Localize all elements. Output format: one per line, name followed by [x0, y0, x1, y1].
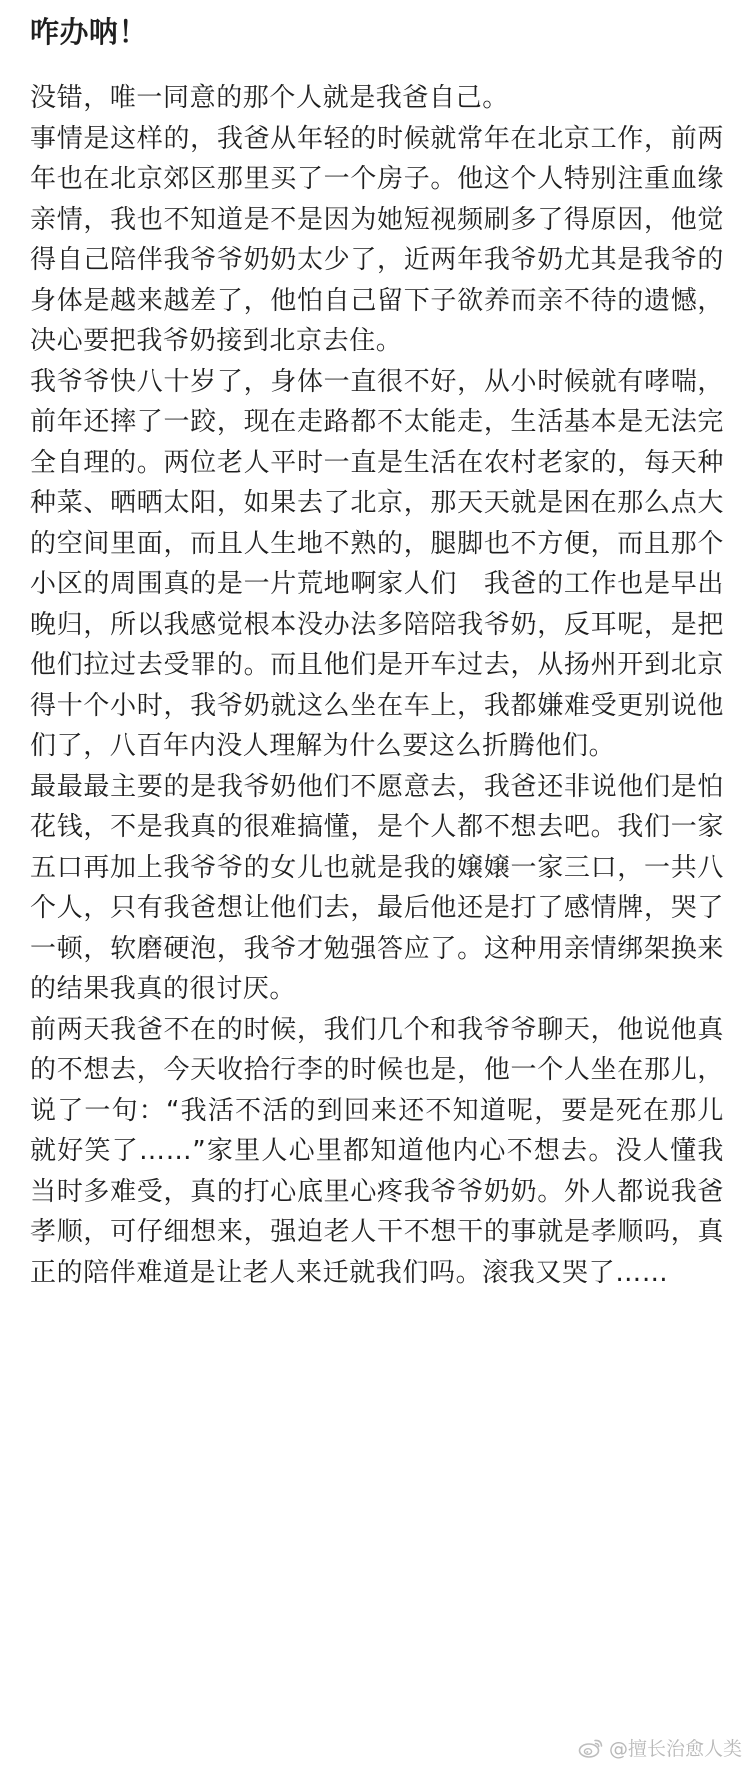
watermark-text: @擅长治愈人类 — [608, 1738, 742, 1760]
watermark — [578, 1734, 742, 1761]
paragraph-2: 事情是这样的，我爸从年轻的时候就常年在北京工作，前两年也在北京郊区那里买了一个房子。他这个人特别注重血缘亲情，我也不知道是不是因为她短视频刷多了得原因，他觉得自己陪伴我爷爷奶奶太少了，近两年我爷奶尤其是我爷的身体是越来越差了，他怕自己留下子欲养而亲不待的遗憾，决心要把我爷奶接到北京去住。 — [30, 123, 724, 356]
weibo-logo-icon — [578, 1737, 604, 1759]
paragraph-4: 最最最主要的是我爷奶他们不愿意去，我爸还非说他们是怕花钱，不是我真的很难搞懂，是个人都不想去吧。我们一家五口再加上我爷爷的女儿也就是我的嬢嬢一家三口，一共八个人，只有我爸想让他们去，最后他还是打了感情牌，哭了一顿，软磨硬泡，我爷才勉强答应了。这种用亲情绑架换来的结果我真的很讨厌。 — [30, 771, 724, 1004]
post-title: 咋办呐！ — [30, 15, 149, 49]
paragraph-1: 没错，唯一同意的那个人就是我爸自己。 — [30, 83, 509, 113]
paragraph-5: 前两天我爸不在的时候，我们几个和我爷爷聊天，他说他真的不想去，今天收拾行李的时候也是，他一个人坐在那儿，说了一句：“我活不活的到回来还不知道呢，要是死在那儿就好笑了……”家里人心里都知道他内心不想去。没人懂我当时多难受，真的打心底里心疼我爷爷奶奶。外人都说我爸孝顺，可仔细想来，强迫老人干不想干的事就是孝顺吗，真正的陪伴难道是让老人来迁就我们吗。滚我又哭了…… — [30, 1014, 724, 1288]
paragraph-3: 我爷爷快八十岁了，身体一直很不好，从小时候就有哮喘，前年还摔了一跤，现在走路都不太能走，生活基本是无法完全自理的。两位老人平时一直是生活在农村老家的，每天种种菜、晒晒太阳，如果去了北京，那天天就是困在那么点大的空间里面，而且人生地不熟的，腿脚也不方便，而且那个小区的周围真的是一片荒地啊家人们 我爸的工作也是早出晚归，所以我感觉根本没办法多陪陪我爷奶，反耳呢，是把他们拉过去受罪的。而且他们是开车过去，从扬州开到北京得十个小时，我爷奶就这么坐在车上，我都嫌难受更别说他们了，八百年内没人理解为什么要这么折腾他们。 — [30, 366, 724, 761]
post-body — [30, 78, 724, 1293]
